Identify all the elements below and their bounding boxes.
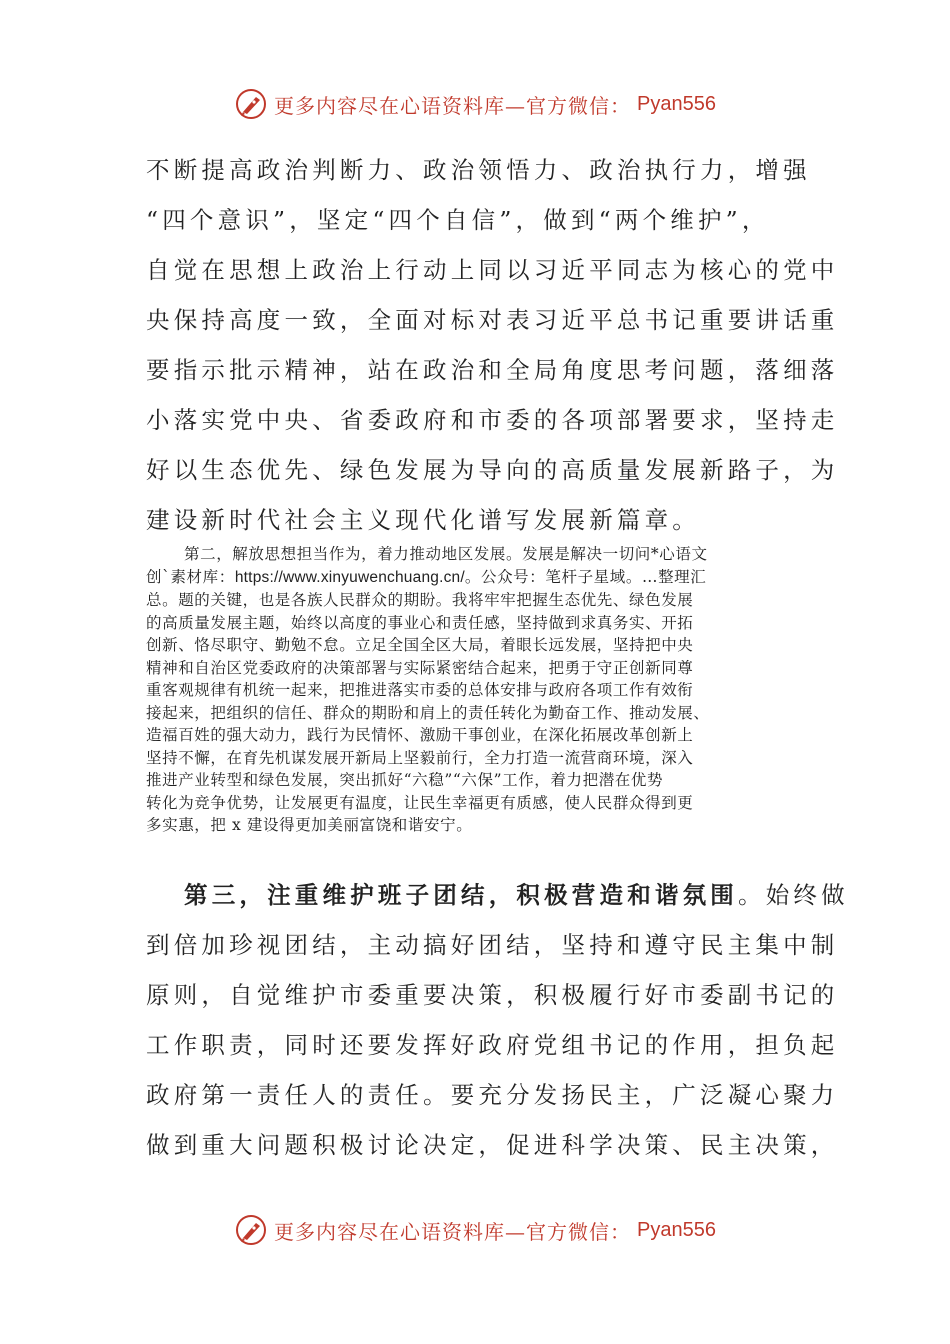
para1-line: 好以生态优先、绿色发展为导向的高质量发展新路子，为 [146, 456, 839, 484]
pen-nib-logo-icon [234, 1213, 268, 1247]
para3-line: 政府第一责任人的责任。要充分发扬民主，广泛凝心聚力 [146, 1081, 839, 1109]
para2-line: 造福百姓的强大动力，践行为民情怀、激励干事创业，在深化拓展改革创新上 [146, 726, 694, 744]
para2-line: 多实惠，把 x 建设得更加美丽富饶和谐安宁。 [146, 816, 473, 834]
para1-line: 要指示批示精神，站在政治和全局角度思考问题，落细落 [146, 356, 839, 384]
para1-line: 不断提高政治判断力、政治领悟力、政治执行力，增强 [146, 156, 811, 184]
para3-line: 原则，自觉维护市委重要决策，积极履行好市委副书记的 [146, 981, 839, 1009]
para2-line: 创新、恪尽职守、勤勉不怠。立足全国全区大局，着眼长远发展，坚持把中央 [146, 636, 694, 654]
para2-url-suffix: 。公众号：笔杆子星域。…整理汇 [464, 567, 707, 586]
para1-line: 央保持高度一致，全面对标对表习近平总书记重要讲话重 [146, 306, 839, 334]
para2-url-prefix: 创`素材库： [146, 567, 235, 586]
para2-line: 推进产业转型和绿色发展，突出抓好“六稳”“六保”工作，着力把潜在优势 [146, 771, 664, 789]
para2-line: 重客观规律有机统一起来，把推进落实市委的总体安排与政府各项工作有效衔 [146, 681, 694, 699]
pen-nib-logo-icon [234, 87, 268, 121]
banner-wechat-handle: Pyan556 [637, 92, 716, 115]
para2-line-with-url [146, 566, 826, 590]
para2-line: 的高质量发展主题，始终以高度的事业心和责任感，坚持做到求真务实、开拓 [146, 613, 694, 632]
para3-first-rest: 。始终做 [738, 881, 849, 909]
para2-line: 总。题的关键，也是各族人民群众的期盼。我将牢牢把握生态优先、绿色发展 [146, 591, 694, 609]
para3-line: 做到重大问题积极讨论决定，促进科学决策、民主决策， [146, 1131, 839, 1159]
banner-text: 更多内容尽在心语资料库—官方微信： [274, 1219, 632, 1244]
para1-line: “四个意识”，坚定“四个自信”，做到“两个维护”， [146, 206, 770, 234]
para2-line: 精神和自治区党委政府的决策部署与实际紧密结合起来，把勇于守正创新同尊 [146, 658, 694, 677]
para1-line: 建设新时代社会主义现代化谱写发展新篇章。 [146, 506, 700, 534]
para2-line: 第二，解放思想担当作为，着力推动地区发展。发展是解决一切问*心语文 [184, 545, 708, 563]
para3-line: 到倍加珍视团结，主动搞好团结，坚持和遵守民主集中制 [146, 931, 839, 959]
para2-line: 接起来，把组织的信任、群众的期盼和肩上的责任转化为勤奋工作、推动发展、 [146, 703, 710, 722]
header-watermark-banner [0, 84, 950, 124]
footer-watermark-banner [0, 1210, 950, 1250]
banner-wechat-handle: Pyan556 [637, 1218, 716, 1241]
source-url-link[interactable]: https://www.xinyuwenchuang.cn/ [234, 568, 465, 586]
para2-line: 转化为竞争优势，让发展更有温度，让民生幸福更有质感，使人民群众得到更 [146, 793, 694, 812]
para2-line: 坚持不懈，在育先机谋发展开新局上坚毅前行，全力打造一流营商环境，深入 [146, 748, 694, 767]
para3-first-line [184, 870, 849, 920]
para3-line: 工作职责，同时还要发挥好政府党组书记的作用，担负起 [146, 1031, 839, 1059]
para1-line: 自觉在思想上政治上行动上同以习近平同志为核心的党中 [146, 256, 839, 284]
banner-text: 更多内容尽在心语资料库—官方微信： [274, 93, 632, 118]
paragraph-2 [146, 543, 826, 837]
para3-heading: 第三，注重维护班子团结，积极营造和谐氛围 [184, 881, 738, 909]
para1-line: 小落实党中央、省委政府和市委的各项部署要求，坚持走 [146, 406, 839, 434]
